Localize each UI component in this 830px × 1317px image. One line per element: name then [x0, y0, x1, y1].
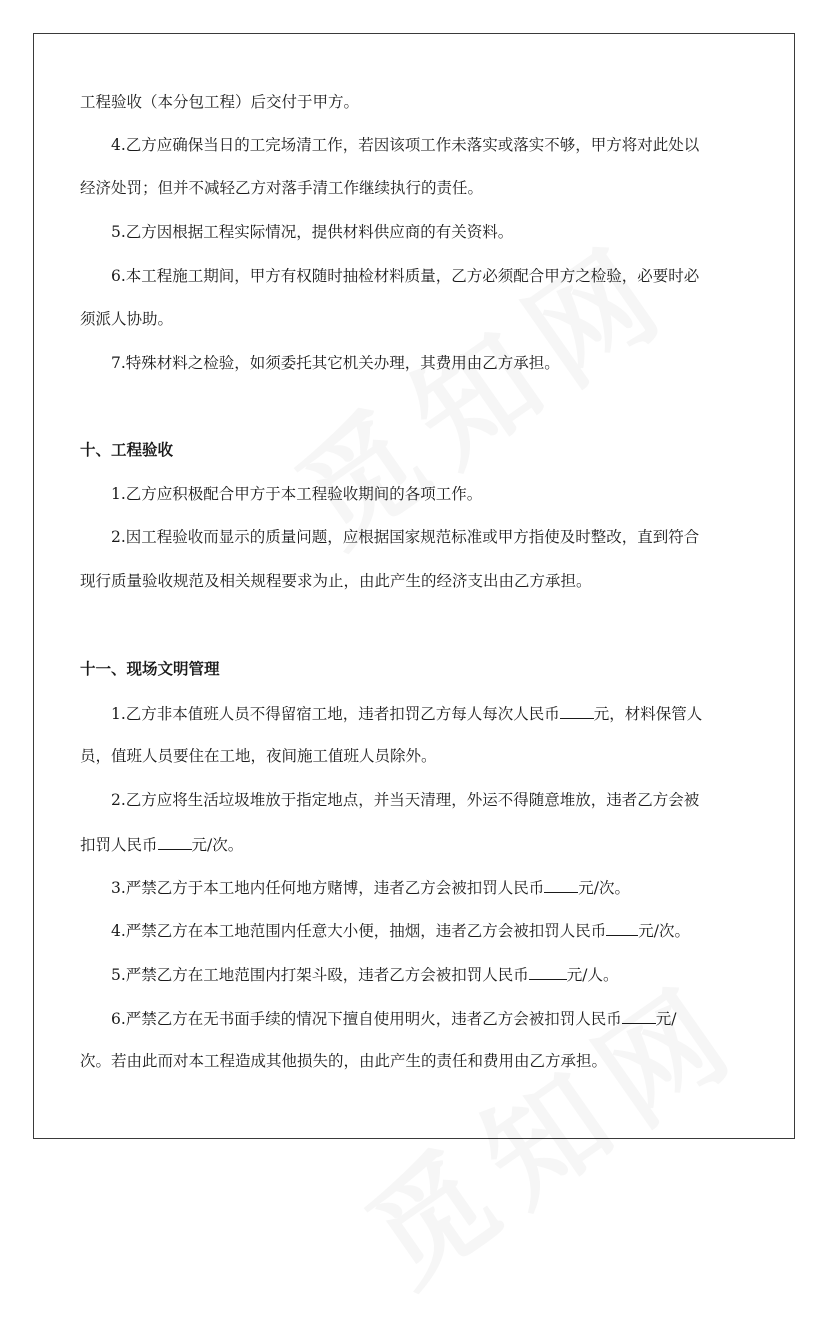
- fill-in-blank: [529, 964, 567, 980]
- text-segment: 扣罚人民币: [80, 836, 158, 854]
- paragraph-11-2-line-1: 2.乙方应将生活垃圾堆放于指定地点，并当天清理，外运不得随意堆放，违者乙方会被: [111, 791, 700, 809]
- text-segment: 3.严禁乙方于本工地内任何地方赌博，违者乙方会被扣罚人民币: [111, 879, 545, 897]
- paragraph-continuation: 工程验收（本分包工程）后交付于甲方。: [80, 93, 360, 111]
- text-segment: 元/次。: [578, 879, 631, 897]
- paragraph-11-5: [111, 964, 619, 985]
- paragraph-9-6-line-2: 须派人协助。: [80, 310, 174, 328]
- paragraph-11-3: [111, 877, 630, 898]
- section-10-heading: 十、工程验收: [80, 441, 174, 459]
- fill-in-blank: [544, 877, 578, 893]
- section-11-heading: 十一、现场文明管理: [80, 660, 220, 678]
- paragraph-9-4-line-1: 4.乙方应确保当日的工完场清工作，若因该项工作未落实或落实不够，甲方将对此处以: [111, 136, 700, 154]
- paragraph-10-2-line-2: 现行质量验收规范及相关规程要求为止，由此产生的经济支出由乙方承担。: [80, 572, 592, 590]
- fill-in-blank: [606, 920, 638, 936]
- paragraph-9-4-line-2: 经济处罚；但并不减轻乙方对落手清工作继续执行的责任。: [80, 179, 484, 197]
- text-segment: 元/次。: [638, 922, 691, 940]
- paragraph-9-5: 5.乙方因根据工程实际情况，提供材料供应商的有关资料。: [111, 223, 514, 241]
- fill-in-blank: [158, 834, 192, 850]
- text-segment: 元/次。: [191, 836, 244, 854]
- text-segment: 元，材料保管人: [593, 705, 703, 723]
- text-segment: 5.严禁乙方在工地范围内打架斗殴，违者乙方会被扣罚人民币: [111, 966, 529, 984]
- text-segment: 元/: [655, 1010, 677, 1028]
- fill-in-blank: [560, 703, 594, 719]
- paragraph-11-1-line-1: [111, 703, 702, 724]
- paragraph-10-1: 1.乙方应积极配合甲方于本工程验收期间的各项工作。: [111, 485, 483, 503]
- paragraph-11-1-line-2: 员，值班人员要住在工地，夜间施工值班人员除外。: [80, 747, 437, 765]
- paragraph-9-6-line-1: 6.本工程施工期间，甲方有权随时抽检材料质量，乙方必须配合甲方之检验，必要时必: [111, 267, 700, 285]
- paragraph-11-4: [111, 920, 690, 941]
- paragraph-10-2-line-1: 2.因工程验收而显示的质量问题，应根据国家规范标准或甲方指使及时整改，直到符合: [111, 528, 700, 546]
- text-segment: 1.乙方非本值班人员不得留宿工地，违者扣罚乙方每人每次人民币: [111, 705, 560, 723]
- paragraph-9-7: 7.特殊材料之检验，如须委托其它机关办理，其费用由乙方承担。: [111, 354, 560, 372]
- paragraph-11-2-line-2: [80, 834, 243, 855]
- text-segment: 6.严禁乙方在无书面手续的情况下擅自使用明火，违者乙方会被扣罚人民币: [111, 1010, 622, 1028]
- paragraph-11-6-line-1: [111, 1008, 677, 1029]
- paragraph-11-6-line-2: 次。若由此而对本工程造成其他损失的，由此产生的责任和费用由乙方承担。: [80, 1052, 608, 1070]
- text-segment: 元/人。: [566, 966, 619, 984]
- text-segment: 4.严禁乙方在本工地范围内任意大小便，抽烟，违者乙方会被扣罚人民币: [111, 922, 607, 940]
- fill-in-blank: [622, 1008, 656, 1024]
